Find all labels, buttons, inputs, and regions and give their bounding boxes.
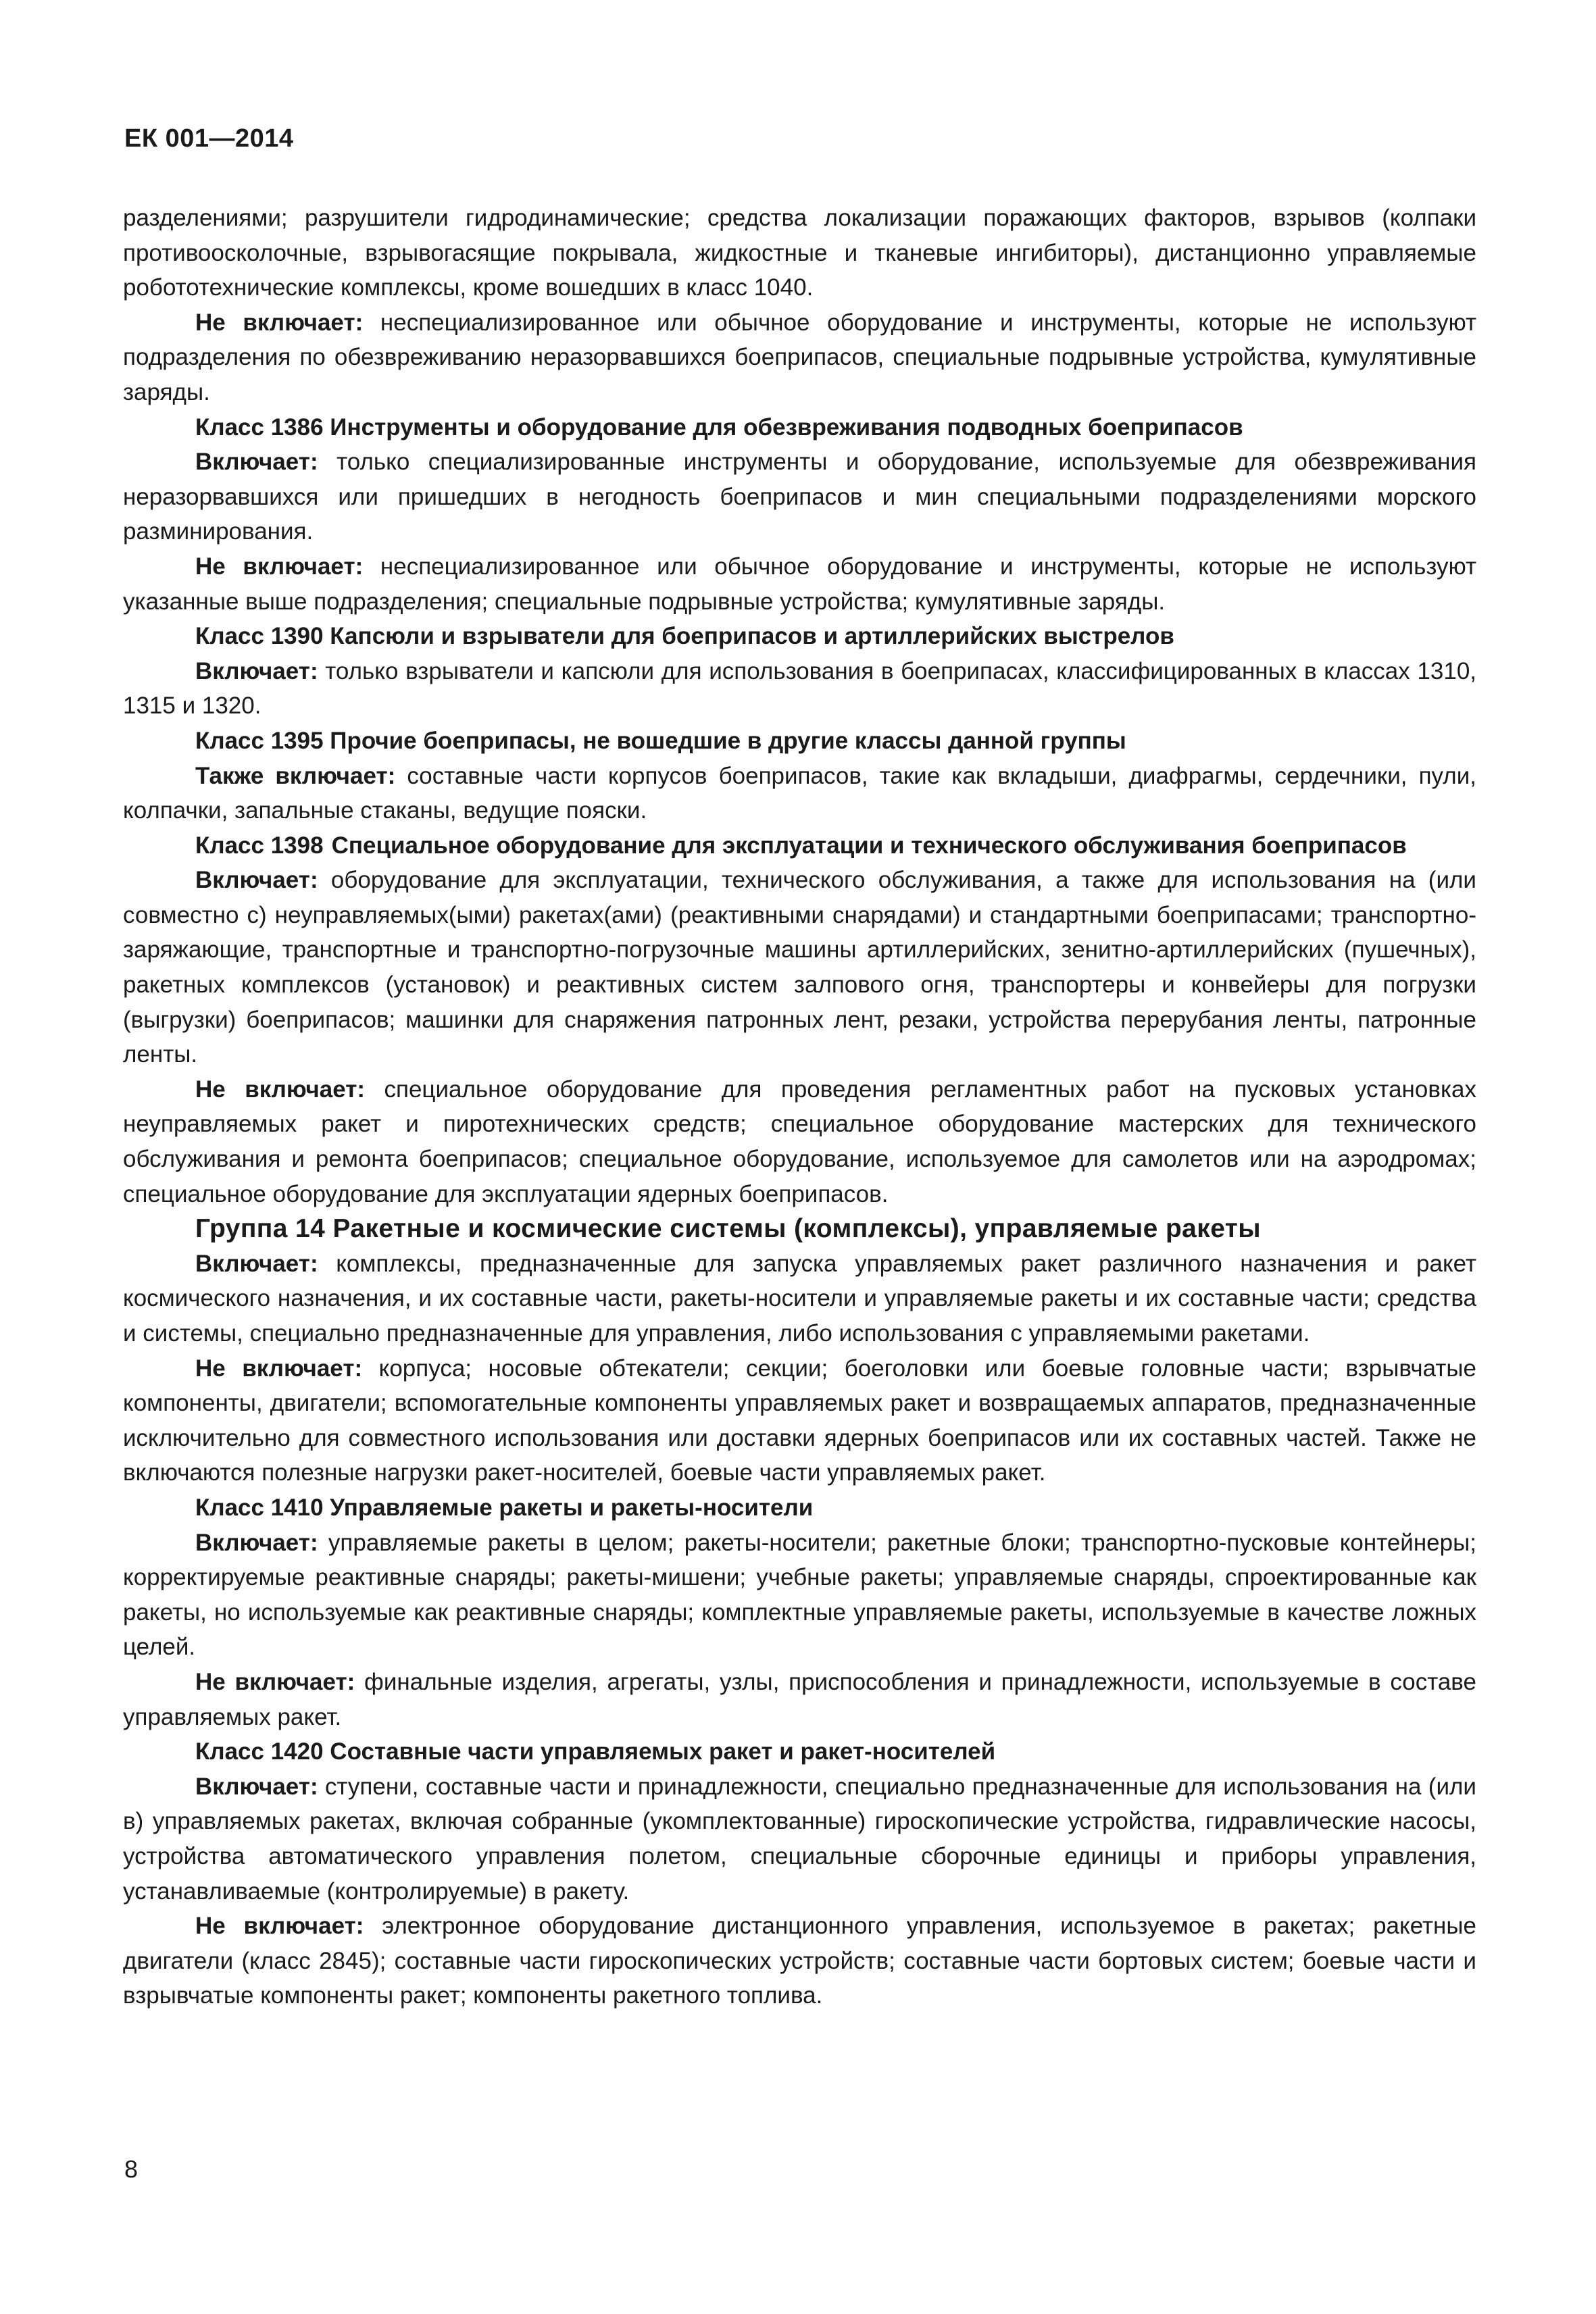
paragraph-excludes <box>123 549 1476 619</box>
also-includes-label: Также включает: <box>195 762 396 789</box>
excludes-label: Не включает: <box>195 1913 364 1940</box>
class-heading-1410: Класс 1410 Управляемые ракеты и ракеты-носители <box>195 1494 814 1521</box>
excludes-text: корпуса; носовые обтекатели; секции; боеголовки или боевые головные части; взрывчатые компоненты, двигатели; вспомогательные компоненты управляемых ракет и возвращаемых аппаратов, предназначенные исключительно для совместного использования или доставки ядерных боеприпасов или их составных частей. Также не включаются полезные нагрузки ракет-носителей, боевые части управляемых ракет. <box>123 1355 1476 1486</box>
includes-label: Включает: <box>195 1529 318 1556</box>
excludes-text: финальные изделия, агрегаты, узлы, приспособления и принадлежности, используемые в составе управляемых ракет. <box>123 1668 1476 1730</box>
includes-label: Включает: <box>195 1773 318 1800</box>
paragraph-includes <box>123 1247 1476 1351</box>
excludes-label: Не включает: <box>195 1668 355 1695</box>
excludes-text: неспециализированное или обычное оборудование и инструменты, которые не используют указанные выше подразделения; специальные подрывные устройства; кумулятивные заряды. <box>123 553 1477 615</box>
class-number: Класс 1398 <box>195 832 324 859</box>
includes-text: комплексы, предназначенные для запуска управляемых ракет различного назначения и ракет космического назначения, и их составные части, ракеты-носители и управляемые ракеты и их составные части; средства и системы, специально предназначенные для управления, либо использования с управляемыми ракетами. <box>123 1250 1476 1347</box>
class-heading-1420: Класс 1420 Составные части управляемых ракет и ракет-носителей <box>195 1738 996 1765</box>
class-heading-1390: Класс 1390 Капсюли и взрыватели для боеприпасов и артиллерийских выстрелов <box>195 623 1174 650</box>
also-includes-text: составные части корпусов боеприпасов, такие как вкладыши, диафрагмы, сердечники, пули, колпачки, запальные стаканы, ведущие пояски. <box>123 762 1476 824</box>
excludes-text: неспециализированное или обычное оборудование и инструменты, которые не используют подразделения по обезвреживанию неразорвавшихся боеприпасов, специальные подрывные устройства, кумулятивные заряды. <box>123 309 1477 405</box>
includes-text: управляемые ракеты в целом; ракеты-носители; ракетные блоки; транспортно-пусковые контейнеры; корректируемые реактивные снаряды; ракеты-мишени; учебные ракеты; управляемые снаряды, спроектированные как ракеты, но используемые как реактивные снаряды; комплектные управляемые ракеты, используемые в качестве ложных целей. <box>123 1529 1476 1661</box>
paragraph-includes <box>123 1526 1476 1665</box>
paragraph-includes <box>123 863 1476 1072</box>
includes-text: оборудование для эксплуатации, технического обслуживания, а также для использования на (или совместно с) неуправляемых(ыми) ракетах(ами) (реактивными снарядами) и стандартными боеприпасами; транспортно-заряжающие, транспортные и транспортно-погрузочные машины артиллерийских, зенитно-артиллерийских (пушечных), ракетных комплексов (установок) и реактивных систем залпового огня, транспортеры и конвейеры для погрузки (выгрузки) боеприпасов; машинки для снаряжения патронных лент, резаки, устройства перерубания ленты, патронные ленты. <box>123 867 1476 1068</box>
excludes-label: Не включает: <box>195 1355 363 1382</box>
includes-label: Включает: <box>195 657 318 684</box>
paragraph-excludes <box>123 305 1476 410</box>
paragraph-continuation: разделениями; разрушители гидродинамические; средства локализации поражающих факторов, взрывов (колпаки противоосколочные, взрывогасящие покрывала, жидкостные и тканевые ингибиторы), дистанционно управляемые робототехнические комплексы, кроме вошедших в класс 1040. <box>123 205 1476 301</box>
class-heading-1398 <box>123 828 1476 863</box>
page-number: 8 <box>124 2155 139 2183</box>
class-title: Специальное оборудование для эксплуатации и технического обслуживания боеприпасов <box>331 832 1407 859</box>
includes-label: Включает: <box>195 1250 318 1277</box>
class-heading-1395: Класс 1395 Прочие боеприпасы, не вошедшие в другие классы данной группы <box>195 727 1126 754</box>
document-body <box>123 201 1476 2013</box>
paragraph-excludes <box>123 1351 1476 1490</box>
includes-label: Включает: <box>195 867 318 894</box>
paragraph-excludes <box>123 1909 1476 2013</box>
excludes-text: электронное оборудование дистанционного управления, используемое в ракетах; ракетные двигатели (класс 2845); составные части гироскопических устройств; составные части бортовых систем; боевые части и взрывчатые компоненты ракет; компоненты ракетного топлива. <box>123 1913 1476 2009</box>
paragraph-excludes <box>123 1072 1476 1211</box>
class-heading-1386: Класс 1386 Инструменты и оборудование для обезвреживания подводных боеприпасов <box>195 413 1243 441</box>
group-heading-14: Группа 14 Ракетные и космические системы (комплексы), управляемые ракеты <box>195 1214 1261 1244</box>
includes-text: только взрыватели и капсюли для использования в боеприпасах, классифицированных в классах 1310, 1315 и 1320. <box>123 657 1477 720</box>
includes-label: Включает: <box>195 449 318 476</box>
document-header: ЕК 001—2014 <box>124 124 294 153</box>
includes-text: ступени, составные части и принадлежности, специально предназначенные для использования на (или в) управляемых ракетах, включая собранные (укомплектованные) гироскопические устройства, гидравлические насосы, устройства автоматического управления полетом, специальные сборочные единицы и приборы управления, устанавливаемые (контролируемые) в ракету. <box>123 1773 1476 1905</box>
includes-text: только специализированные инструменты и оборудование, используемые для обезвреживания неразорвавшихся или пришедших в негодность боеприпасов и мин специальными подразделениями морского разминирования. <box>123 449 1476 545</box>
paragraph-includes <box>123 654 1476 724</box>
excludes-label: Не включает: <box>195 1076 366 1103</box>
excludes-text: специальное оборудование для проведения регламентных работ на пусковых установках неуправляемых ракет и пиротехнических средств; специальное оборудование мастерских для технического обслуживания и ремонта боеприпасов; специальное оборудование, используемое для самолетов или на аэродромах; специальное оборудование для эксплуатации ядерных боеприпасов. <box>123 1076 1476 1207</box>
paragraph-also-includes <box>123 759 1476 828</box>
paragraph-excludes <box>123 1665 1476 1734</box>
excludes-label: Не включает: <box>195 309 364 336</box>
excludes-label: Не включает: <box>195 553 364 580</box>
paragraph-includes <box>123 1769 1476 1909</box>
paragraph-includes <box>123 445 1476 549</box>
